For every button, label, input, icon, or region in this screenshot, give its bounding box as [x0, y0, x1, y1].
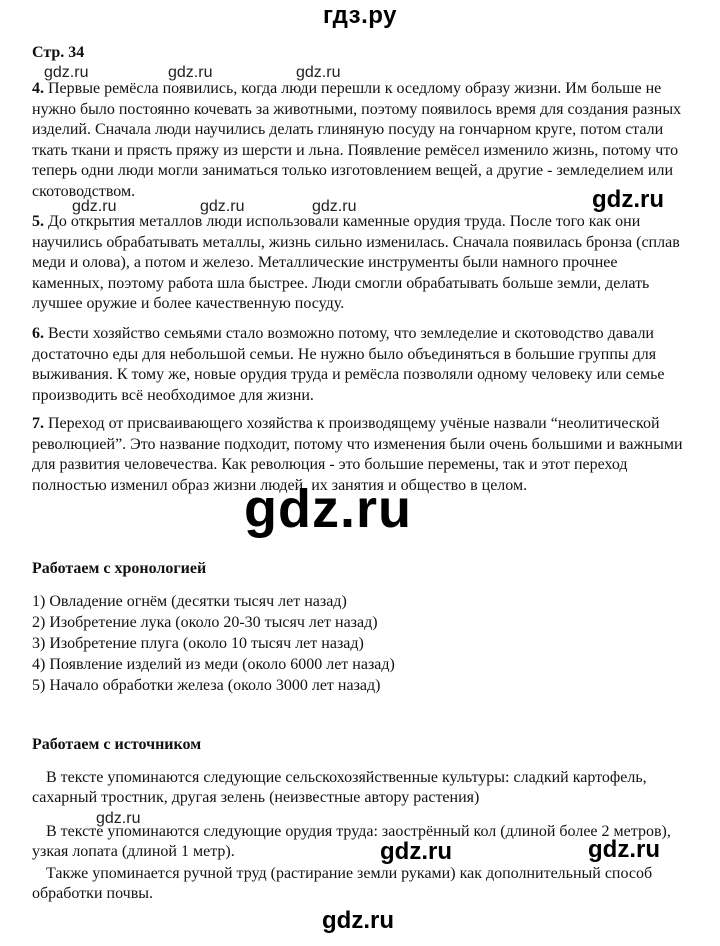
- watermark: gdz.ru: [296, 64, 341, 81]
- watermark: gdz.ru: [312, 198, 357, 215]
- chronology-item: 4) Появление изделий из меди (около 6000 лет назад): [32, 656, 395, 673]
- answer-text: Переход от присваивающего хозяйства к производящему учёные назвали “неолитической революцией”. Это название подходит, потому что изменения были очень большими и важными для развития человечества. Как революция - это большие перемены, так и этот переход полностью изменил образ жизни людей, их занятия и общество в целом.: [32, 415, 683, 494]
- source-paragraph: В тексте упоминаются следующие сельскохозяйственные культуры: сладкий картофель, сахарный тростник, другая зелень (неизвестные автору растения): [32, 769, 647, 806]
- answer-number: 5.: [32, 213, 44, 230]
- source-paragraph: Также упоминается ручной труд (растирание земли руками) как дополнительный способ обработки почвы.: [32, 865, 653, 902]
- watermark: gdz.ru: [380, 838, 452, 865]
- chronology-item: 1) Овладение огнём (десятки тысяч лет назад): [32, 593, 347, 610]
- answer-paragraph-5: [32, 212, 692, 315]
- watermark: gdz.ru: [592, 186, 664, 213]
- watermark: gdz.ru: [588, 836, 660, 863]
- watermark: gdz.ru: [96, 810, 141, 827]
- chronology-list: [32, 591, 395, 696]
- watermark: gdz.ru: [168, 64, 213, 81]
- watermark: gdz.ru: [44, 64, 89, 81]
- answer-number: 6.: [32, 325, 44, 342]
- watermark: gdz.ru: [322, 907, 394, 934]
- watermark: gdz.ru: [244, 479, 412, 539]
- answer-text: Вести хозяйство семьями стало возможно потому, что земледелие и скотоводство давали достаточно еды для небольшой семьи. Не нужно было объединяться в большие группы для выживания. К тому же, новые орудия труда и ремёсла позволяли одному человеку или семье производить всё необходимое для жизни.: [32, 325, 665, 404]
- chronology-item: 3) Изобретение плуга (около 10 тысяч лет назад): [32, 635, 364, 652]
- answer-number: 7.: [32, 415, 44, 432]
- source-paragraph: В тексте упоминаются следующие орудия труда: заострённый кол (длиной более 2 метров), узкая лопата (длиной 1 метр).: [32, 823, 671, 860]
- chronology-item: 2) Изобретение лука (около 20-30 тысяч лет назад): [32, 614, 378, 631]
- chronology-item: 5) Начало обработки железа (около 3000 лет назад): [32, 677, 381, 694]
- watermark: gdz.ru: [72, 198, 117, 215]
- answer-text: До открытия металлов люди использовали каменные орудия труда. После того как они научились обрабатывать металлы, жизнь сильно изменилась. Сначала появилась бронза (сплав меди и олова), а потом и железо. Металлические инструменты были намного прочнее каменных, поэтому работа шла быстрее. Люди смогли обрабатывать больше земли, делать лучшее оружие и более качественную посуду.: [32, 213, 680, 312]
- site-header: гдз.ру: [323, 2, 397, 29]
- answer-text: Первые ремёсла появились, когда люди перешли к оседлому образу жизни. Им больше не нужно было постоянно кочевать за животными, поэтому появилось время для создания разных изделий. Сначала люди научились делать глиняную посуду на гончарном круге, потом стали ткать ткани и прясть пряжу из шерсти и льна. Появление ремёсел изменило жизнь, потому что теперь одни люди могли заниматься только изготовлением вещей, а другие - земледелием или скотоводством.: [32, 80, 682, 200]
- watermark: gdz.ru: [200, 198, 245, 215]
- answer-paragraph-4: [32, 79, 692, 202]
- source-title: Работаем с источником: [32, 736, 202, 753]
- chronology-title: Работаем с хронологией: [32, 560, 207, 577]
- page-label: Стр. 34: [32, 44, 85, 61]
- answer-number: 4.: [32, 80, 44, 97]
- answer-paragraph-6: [32, 324, 692, 406]
